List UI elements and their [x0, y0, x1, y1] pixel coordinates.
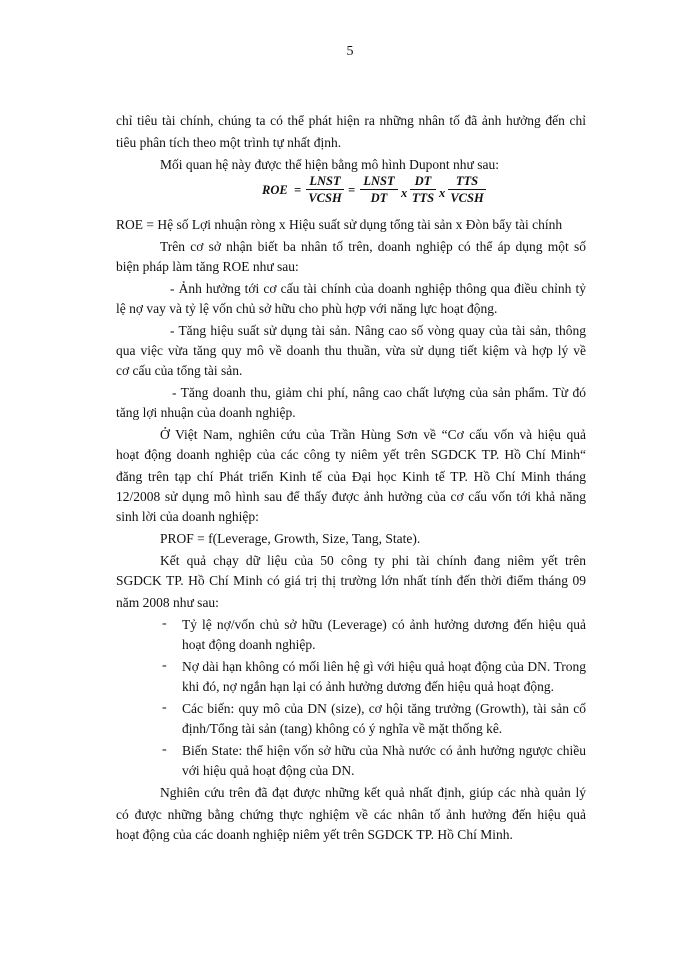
formula-equals: =	[294, 183, 302, 197]
body-text-line: hoạt động doanh nghiệp của các công ty niêm yết trên SGDCK TP. Hồ Chí Minh“	[116, 447, 586, 462]
list-item-line: với hiệu quả hoạt động của DN.	[182, 763, 355, 778]
body-text-line: lệ nợ vay và tỷ lệ vốn chủ sở hữu cho phù hợp với năng lực hoạt động.	[116, 301, 498, 316]
body-text-line: - Tăng hiệu suất sử dụng tài sản. Nâng cao số vòng quay của tài sản, thông	[170, 323, 586, 338]
list-bullet: -	[162, 658, 167, 673]
body-text-line: đăng trên tạp chí Phát triển Kinh tế của Đại học Kinh tế TP. Hồ Chí Minh tháng	[116, 469, 586, 484]
body-text-line: tiêu phân tích theo một trình tự nhất định.	[116, 135, 342, 150]
body-text-line: - Ảnh hưởng tới cơ cấu tài chính của doanh nghiệp thông qua điều chỉnh tỷ	[170, 281, 586, 296]
list-bullet: -	[162, 700, 167, 715]
body-text-line: tăng lợi nhuận của doanh nghiệp.	[116, 405, 296, 420]
list-item-line: Các biến: quy mô của DN (size), cơ hội tăng trưởng (Growth), tài sản cố	[182, 701, 586, 716]
list-item-line: định/Tổng tài sản (tang) không có ý nghĩa về mặt thống kê.	[182, 721, 503, 736]
body-text-line: Trên cơ sở nhận biết ba nhân tố trên, doanh nghiệp có thể áp dụng một số	[160, 239, 586, 254]
list-bullet: -	[162, 742, 167, 757]
body-text-line: Mối quan hệ này được thể hiện bằng mô hình Dupont như sau:	[160, 157, 499, 172]
body-text-line: có được những bằng chứng thực nghiệm về các nhân tố ảnh hưởng đến hiệu quả	[116, 807, 586, 822]
body-text-line: Ở Việt Nam, nghiên cứu của Trần Hùng Sơn về “Cơ cấu vốn và hiệu quả	[160, 427, 586, 442]
body-text-line: sinh lời của doanh nghiệp:	[116, 509, 259, 524]
body-text-line: hoạt động của các doanh nghiệp niêm yết trên SGDCK TP. Hồ Chí Minh.	[116, 827, 513, 842]
body-text-line: 12/2008 sử dụng mô hình sau để thấy được ảnh hưởng của cơ cấu vốn tới khả năng	[116, 489, 586, 504]
list-item-line: Biến State: thể hiện vốn sở hữu của Nhà nước có ảnh hưởng ngược chiều	[182, 743, 586, 758]
body-text-line: biện pháp làm tăng ROE như sau:	[116, 259, 299, 274]
body-text-line: ROE = Hệ số Lợi nhuận ròng x Hiệu suất sử dụng tổng tài sản x Đòn bẩy tài chính	[116, 217, 563, 232]
body-text-line: Kết quả chạy dữ liệu của 50 công ty phi tài chính đang niêm yết trên	[160, 553, 586, 568]
formula-times: x	[401, 186, 408, 200]
formula-times: x	[439, 186, 446, 200]
list-item-line: khi đó, nợ ngắn hạn lại có ảnh hưởng dương đến hiệu quả hoạt động.	[182, 679, 554, 694]
formula-equals: =	[348, 183, 356, 197]
body-text-line: chỉ tiêu tài chính, chúng ta có thể phát hiện ra những nhân tố đã ảnh hưởng đến chỉ	[116, 113, 586, 128]
body-text-line: SGDCK TP. Hồ Chí Minh có giá trị thị trường lớn nhất tính đến thời điểm tháng 09	[116, 573, 586, 588]
prof-model: PROF = f(Leverage, Growth, Size, Tang, State).	[160, 531, 421, 546]
formula-fraction: DT TTS	[411, 174, 435, 205]
formula-lhs: ROE	[262, 183, 288, 197]
body-text-line: Nghiên cứu trên đã đạt được những kết quả nhất định, giúp các nhà quản lý	[160, 785, 586, 800]
formula-fraction: LNST VCSH	[306, 174, 344, 206]
body-text-line: qua việc vừa tăng quy mô về doanh thu thuần, vừa sử dụng tiết kiệm và hợp lý về	[116, 343, 586, 358]
body-text-line: - Tăng doanh thu, giảm chi phí, nâng cao chất lượng của sản phẩm. Từ đó	[172, 385, 586, 400]
body-text-line: cơ cấu của tổng tài sản.	[116, 363, 243, 378]
list-item-line: Nợ dài hạn không có mối liên hệ gì với hiệu quả hoạt động của DN. Trong	[182, 659, 586, 674]
page-number: 5	[346, 44, 354, 59]
formula-fraction: TTS VCSH	[448, 174, 486, 206]
formula-fraction: LNST DT	[360, 174, 398, 206]
list-item-line: hoạt động doanh nghiệp.	[182, 637, 316, 652]
body-text-line: năm 2008 như sau:	[116, 595, 219, 610]
list-bullet: -	[162, 616, 167, 631]
list-item-line: Tỷ lệ nợ/vốn chủ sở hữu (Leverage) có ảnh hưởng dương đến hiệu quả	[182, 617, 586, 632]
